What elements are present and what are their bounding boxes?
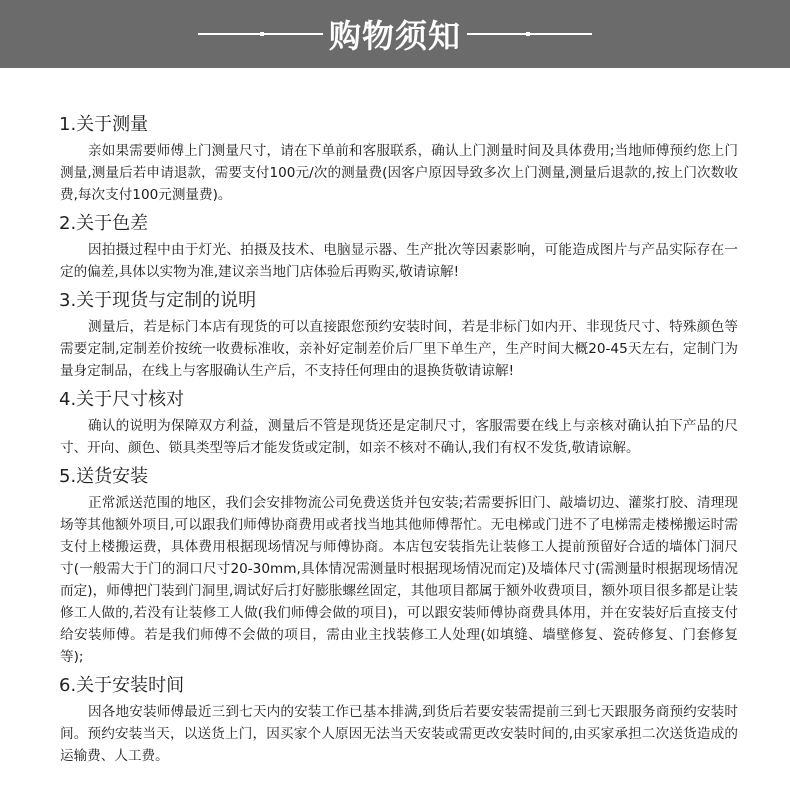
section-heading: 5.送货安装 xyxy=(59,466,149,487)
section-stock-custom xyxy=(60,288,738,382)
section-size-check xyxy=(60,387,738,459)
section-body: 测量后，若是标门本店有现货的可以直接跟您预约安装时间，若是非标门如内开、非现货尺寸、特殊颜色等需要定制,定制差价按统一收费标准收，亲补好定制差价后厂里下单生产，生产时间大概20-45天左右，定制门为量身定制品，在线上与客服确认生产后，不支持任何理由的退换货敬请谅解! xyxy=(60,319,738,379)
section-body: 确认的说明为保障双方利益，测量后不管是现货还是定制尺寸，客服需要在线上与亲核对确认拍下产品的尺寸、开向、颜色、锁具类型等后才能发货或定制，如亲不核对不确认,我们有权不发货,敬请谅解。 xyxy=(60,418,738,456)
decorative-line-left xyxy=(198,33,323,35)
decorative-line-right xyxy=(467,33,592,35)
section-heading: 4.关于尺寸核对 xyxy=(59,389,185,410)
section-heading: 3.关于现货与定制的说明 xyxy=(59,290,257,311)
section-body: 正常派送范围的地区，我们会安排物流公司免费送货并包安装;若需要拆旧门、敲墙切边、灌浆打胶、清理现场等其他额外项目,可以跟我们师傅协商费用或者找当地其他师傅帮忙。无电梯或门进不了电梯需走楼梯搬运时需支付上楼搬运费，具体费用根据现场情况与师傅协商。本店包安装指先让装修工人提前预留好合适的墙体门洞尺寸(一般需大于门的洞口尺寸20-30mm,具体情况需测量时根据现场情况而定)及墙体尺寸(需测量时根据现场情况而定)，师傅把门装到门洞里,调试好后打好膨胀螺丝固定，其他项目都属于额外收费项目，额外项目很多都是让装修工人做的,若没有让装修工人做(我们师傅会做的项目)，可以跟安装师傅协商费具体用，并在安装好后直接支付给安装师傅。若是我们师傅不会做的项目，需由业主找装修工人处理(如填缝、墙壁修复、瓷砖修复、门套修复等); xyxy=(60,495,738,665)
section-color-difference xyxy=(60,211,738,283)
section-body: 因拍摄过程中由于灯光、拍摄及技术、电脑显示器、生产批次等因素影响，可能造成图片与产品实际存在一定的偏差,具体以实物为准,建议亲当地门店体验后再购买,敬请谅解! xyxy=(60,242,738,280)
section-measurement xyxy=(60,112,738,206)
section-heading: 2.关于色差 xyxy=(59,213,149,234)
page-title: 购物须知 xyxy=(328,17,461,55)
section-delivery-installation xyxy=(60,464,738,668)
section-body: 亲如果需要师傅上门测量尺寸，请在下单前和客服联系，确认上门测量时间及具体费用;当地师傅预约您上门测量,测量后若申请退款，需要支付100元/次的测量费(因客户原因导致多次上门测量,测量后退款的,按上门次数收费,每次支付100元测量费)。 xyxy=(60,143,738,203)
header-banner xyxy=(0,0,790,68)
notice-content xyxy=(60,112,738,772)
section-body: 因各地安装师傅最近三到七天内的安装工作已基本排满,到货后若要安装需提前三到七天跟服务商预约安装时间。预约安装当天，以送货上门，因买家个人原因无法当天安装或需更改安装时间的,由买家承担二次送货造成的运输费、人工费。 xyxy=(60,704,738,764)
section-heading: 6.关于安装时间 xyxy=(59,675,185,696)
section-installation-time xyxy=(60,673,738,767)
section-heading: 1.关于测量 xyxy=(59,114,149,135)
